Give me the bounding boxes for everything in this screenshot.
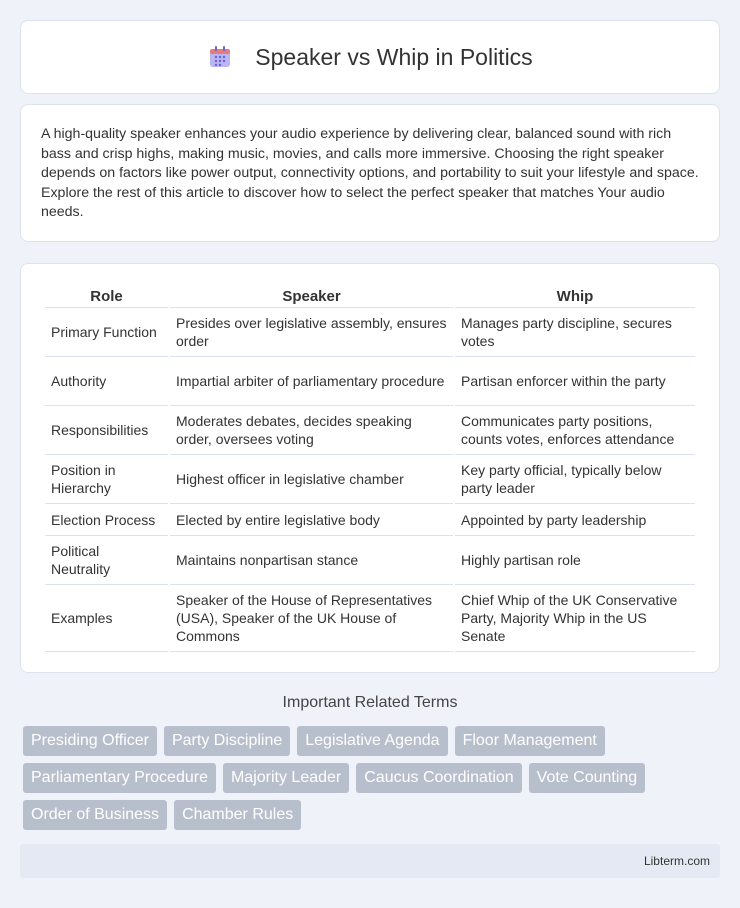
column-header-whip: Whip: [455, 284, 695, 308]
table-cell-whip: Communicates party positions, counts votes, enforces attendance: [455, 406, 695, 455]
related-term-tag[interactable]: Parliamentary Procedure: [23, 763, 216, 793]
table-cell-role: Primary Function: [45, 308, 168, 357]
comparison-table-card: [20, 263, 720, 673]
related-term-tag[interactable]: Caucus Coordination: [356, 763, 521, 793]
related-term-tag[interactable]: Chamber Rules: [174, 800, 301, 830]
table-cell-speaker: Elected by entire legislative body: [170, 504, 453, 536]
table-row: [45, 536, 695, 585]
header-card: [20, 20, 720, 94]
footer-bar: [20, 844, 720, 878]
table-cell-whip: Appointed by party leadership: [455, 504, 695, 536]
comparison-table: [43, 284, 697, 652]
table-cell-speaker: Moderates debates, decides speaking order, oversees voting: [170, 406, 453, 455]
related-term-tag[interactable]: Presiding Officer: [23, 726, 157, 756]
intro-paragraph: A high-quality speaker enhances your audio experience by delivering clear, balanced sound with rich bass and crisp highs, making music, movies, and calls more immersive. Choosing the right speaker depends on factors like power output, connectivity options, and portability to suit your lifestyle and space. Explore the rest of this article to discover how to select the perfect speaker that matches Your audio needs.: [41, 126, 699, 220]
table-cell-role: Position in Hierarchy: [45, 455, 168, 504]
table-cell-speaker: Highest officer in legislative chamber: [170, 455, 453, 504]
table-cell-speaker: Maintains nonpartisan stance: [170, 536, 453, 585]
related-term-tag[interactable]: Floor Management: [455, 726, 605, 756]
table-cell-role: Election Process: [45, 504, 168, 536]
table-cell-role: Responsibilities: [45, 406, 168, 455]
table-cell-whip: Partisan enforcer within the party: [455, 357, 695, 406]
table-row: [45, 585, 695, 652]
related-terms-title: Important Related Terms: [282, 694, 458, 711]
table-cell-role: Examples: [45, 585, 168, 652]
table-cell-whip: Manages party discipline, secures votes: [455, 308, 695, 357]
column-header-speaker: Speaker: [170, 284, 453, 308]
footer-brand[interactable]: Libterm.com: [643, 854, 710, 868]
table-row: [45, 455, 695, 504]
table-cell-whip: Highly partisan role: [455, 536, 695, 585]
related-terms-list: [23, 726, 723, 837]
table-row: [45, 357, 695, 406]
related-term-tag[interactable]: Party Discipline: [164, 726, 290, 756]
table-row: [45, 308, 695, 357]
page-title: Speaker vs Whip in Politics: [255, 43, 533, 70]
table-cell-role: Authority: [45, 357, 168, 406]
table-cell-role: Political Neutrality: [45, 536, 168, 585]
intro-card: [20, 104, 720, 242]
table-row: [45, 504, 695, 536]
table-cell-speaker: Speaker of the House of Representatives (USA), Speaker of the UK House of Commons: [170, 585, 453, 652]
column-header-role: Role: [45, 284, 168, 308]
table-header-row: [45, 284, 695, 308]
table-row: [45, 406, 695, 455]
related-term-tag[interactable]: Majority Leader: [223, 763, 349, 793]
related-term-tag[interactable]: Legislative Agenda: [297, 726, 447, 756]
related-term-tag[interactable]: Vote Counting: [529, 763, 646, 793]
table-cell-speaker: Impartial arbiter of parliamentary procedure: [170, 357, 453, 406]
table-cell-speaker: Presides over legislative assembly, ensures order: [170, 308, 453, 357]
table-cell-whip: Key party official, typically below party leader: [455, 455, 695, 504]
table-cell-whip: Chief Whip of the UK Conservative Party, Majority Whip in the US Senate: [455, 585, 695, 652]
related-term-tag[interactable]: Order of Business: [23, 800, 167, 830]
calendar-icon: [207, 44, 233, 70]
